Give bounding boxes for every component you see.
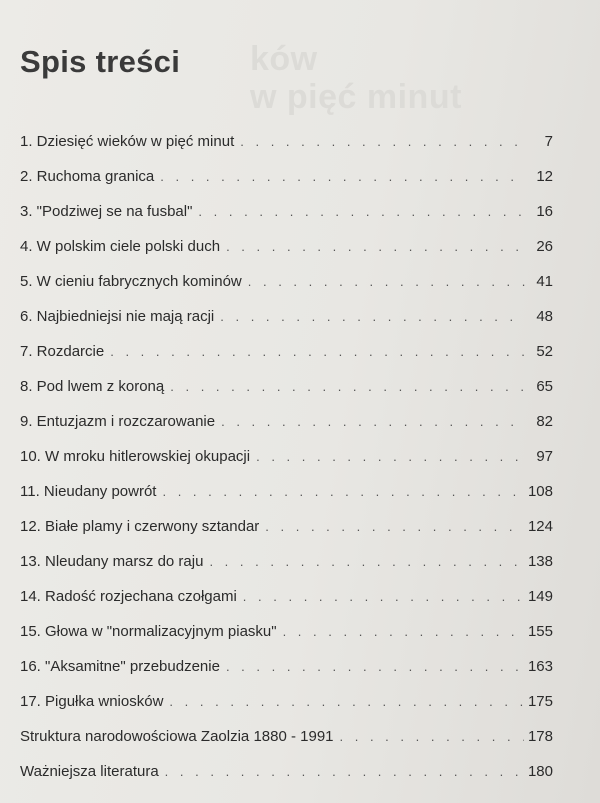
toc-entry: [20, 518, 553, 553]
toc-entry: [20, 343, 553, 378]
dot-leader: [243, 589, 524, 604]
toc-entry-page: 149: [527, 588, 553, 605]
toc-entry: [20, 623, 553, 658]
dot-leader: [248, 274, 525, 289]
toc-entry: [20, 658, 553, 693]
dot-leader: [226, 659, 524, 674]
toc-entry-page: 138: [527, 553, 553, 570]
toc-entry-page: 124: [527, 518, 553, 535]
toc-entry-label: 1. Dziesięć wieków w pięć minut: [20, 133, 235, 150]
toc-entry-label: 13. Nleudany marsz do raju: [20, 553, 204, 570]
toc-entry-label: 16. "Aksamitne" przebudzenie: [20, 658, 220, 675]
toc-entry-label: 4. W polskim ciele polski duch: [20, 238, 221, 255]
toc-entry-page: 48: [536, 308, 553, 325]
toc-entry: [20, 413, 553, 448]
toc-entry: [20, 273, 553, 308]
toc-entry-label: Ważniejsza literatura: [20, 763, 159, 780]
dot-leader: [209, 554, 524, 569]
toc-entry-label: 14. Radość rozjechana czołgami: [20, 588, 237, 605]
toc-entry: [20, 588, 553, 623]
toc-entry-page: 12: [536, 168, 553, 185]
page-title: Spis treści: [20, 44, 181, 79]
dot-leader: [165, 764, 524, 779]
toc-entry-label: 11. Nieudany powrót: [20, 483, 157, 500]
toc-entry: [20, 238, 553, 273]
dot-leader: [283, 624, 524, 639]
toc-entry-page: 82: [536, 413, 553, 430]
toc-entry-label: 7. Rozdarcie: [20, 343, 105, 360]
toc-entry-label: 8. Pod lwem z koroną: [20, 378, 165, 395]
dot-leader: [265, 519, 524, 534]
toc-entry: [20, 483, 553, 518]
toc-entry: [20, 448, 553, 483]
toc-entry-label: 10. W mroku hitlerowskiej okupacji: [20, 448, 251, 465]
toc-entry: [20, 133, 553, 168]
show-through-text: ków w pięć minut: [250, 40, 462, 116]
toc-entry-page: 180: [527, 763, 553, 780]
dot-leader: [162, 484, 523, 499]
dot-leader: [226, 239, 525, 254]
toc-entry-page: 7: [544, 133, 553, 150]
toc-entry: [20, 378, 553, 413]
toc-entry-label: 15. Głowa w "normalizacyjnym piasku": [20, 623, 277, 640]
toc-entry-page: 16: [536, 203, 553, 220]
toc-entry-page: 26: [536, 238, 553, 255]
toc-entry-page: 65: [536, 378, 553, 395]
toc-entry-page: 163: [527, 658, 553, 675]
toc-entry: [20, 308, 553, 343]
toc-entry: [20, 203, 553, 238]
toc-entry-label: 9. Entuzjazm i rozczarowanie: [20, 413, 216, 430]
toc-entry-page: 178: [527, 728, 553, 745]
toc-entry: [20, 728, 553, 763]
toc-entry-label: 12. Białe plamy i czerwony sztandar: [20, 518, 260, 535]
toc-entry-label: 6. Najbiedniejsi nie mają racji: [20, 308, 215, 325]
toc-entry-page: 175: [527, 693, 553, 710]
dot-leader: [240, 134, 525, 149]
table-of-contents: [20, 133, 553, 798]
toc-entry-page: 52: [536, 343, 553, 360]
toc-entry-label: 17. Pigułka wniosków: [20, 693, 164, 710]
toc-entry-label: 5. W cieniu fabrycznych kominów: [20, 273, 242, 290]
dot-leader: [221, 414, 525, 429]
toc-entry: [20, 168, 553, 203]
dot-leader: [160, 169, 525, 184]
toc-entry: [20, 763, 553, 798]
toc-entry: [20, 553, 553, 588]
dot-leader: [169, 694, 524, 709]
toc-entry-label: 3. "Podziwej se na fusbal": [20, 203, 193, 220]
toc-entry-page: 41: [536, 273, 553, 290]
toc-entry-label: Struktura narodowościowa Zaolzia 1880 - 1991: [20, 728, 334, 745]
dot-leader: [220, 309, 525, 324]
toc-entry-page: 108: [527, 483, 553, 500]
dot-leader: [110, 344, 525, 359]
dot-leader: [340, 729, 524, 744]
toc-entry-page: 155: [527, 623, 553, 640]
toc-entry-page: 97: [536, 448, 553, 465]
dot-leader: [256, 449, 525, 464]
dot-leader: [198, 204, 525, 219]
toc-entry: [20, 693, 553, 728]
toc-entry-label: 2. Ruchoma granica: [20, 168, 155, 185]
dot-leader: [170, 379, 525, 394]
